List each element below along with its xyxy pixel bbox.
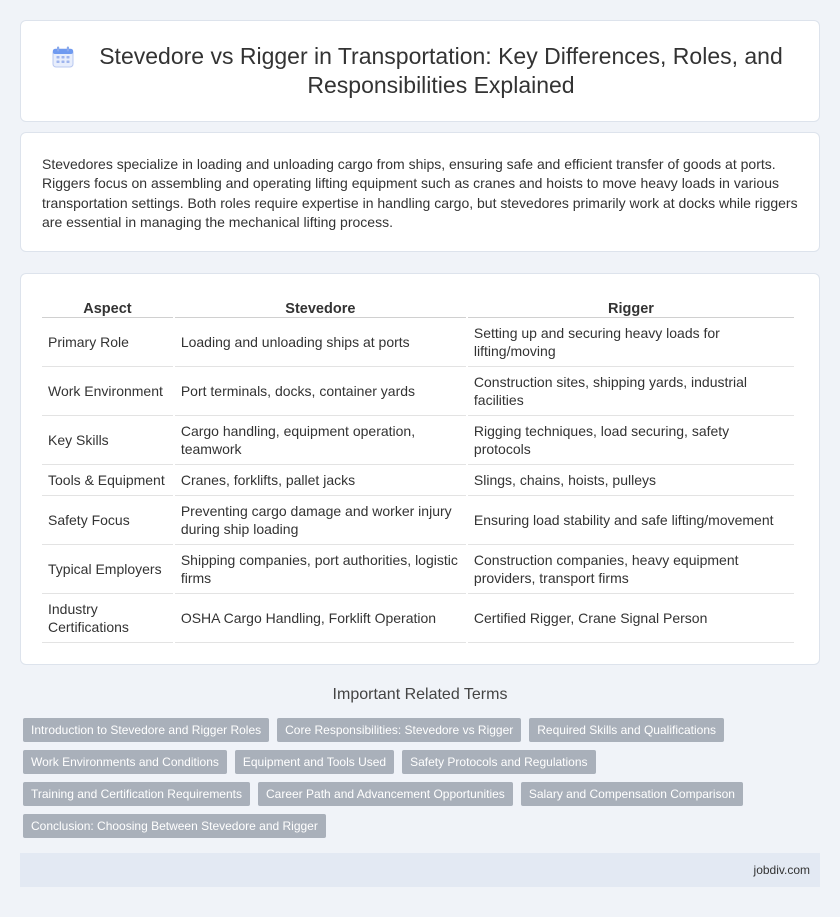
table-row — [42, 367, 794, 416]
related-term-tag[interactable]: Conclusion: Choosing Between Stevedore and Rigger — [23, 814, 326, 838]
table-row — [42, 545, 794, 594]
related-term-tag[interactable]: Required Skills and Qualifications — [529, 718, 724, 742]
comparison-table — [40, 296, 796, 643]
related-term-tag[interactable]: Career Path and Advancement Opportunities — [258, 782, 513, 806]
column-header-rigger: Rigger — [468, 296, 794, 318]
table-row — [42, 465, 794, 496]
rigger-cell: Slings, chains, hoists, pulleys — [468, 465, 794, 496]
related-term-tag[interactable]: Work Environments and Conditions — [23, 750, 227, 774]
intro-card — [20, 132, 820, 252]
column-header-aspect: Aspect — [42, 296, 173, 318]
row-aspect-cell: Work Environment — [42, 367, 173, 416]
stevedore-cell: OSHA Cargo Handling, Forklift Operation — [175, 594, 466, 643]
table-row — [42, 594, 794, 643]
table-row — [42, 496, 794, 545]
related-term-tag[interactable]: Introduction to Stevedore and Rigger Roles — [23, 718, 269, 742]
stevedore-cell: Cranes, forklifts, pallet jacks — [175, 465, 466, 496]
related-term-tag[interactable]: Safety Protocols and Regulations — [402, 750, 595, 774]
row-aspect-cell: Safety Focus — [42, 496, 173, 545]
rigger-cell: Ensuring load stability and safe lifting/movement — [468, 496, 794, 545]
related-term-tag[interactable]: Salary and Compensation Comparison — [521, 782, 743, 806]
intro-paragraph: Stevedores specialize in loading and unloading cargo from ships, ensuring safe and efficient transfer of goods at ports. Riggers focus on assembling and operating lifting equipment such as cranes and hoists to move heavy loads in various transportation settings. Both roles require expertise in handling cargo, but stevedores primarily work at docks while riggers are essential in managing the mechanical lifting process. — [42, 156, 798, 231]
related-term-tag[interactable]: Equipment and Tools Used — [235, 750, 394, 774]
stevedore-cell: Port terminals, docks, container yards — [175, 367, 466, 416]
column-header-stevedore: Stevedore — [175, 296, 466, 318]
related-terms-list — [23, 718, 803, 838]
header-card — [20, 20, 820, 122]
row-aspect-cell: Primary Role — [42, 318, 173, 367]
rigger-cell: Construction companies, heavy equipment providers, transport firms — [468, 545, 794, 594]
page-title: Stevedore vs Rigger in Transportation: Key Differences, Roles, and Responsibilities Explained — [99, 43, 783, 98]
row-aspect-cell: Typical Employers — [42, 545, 173, 594]
stevedore-cell: Shipping companies, port authorities, logistic firms — [175, 545, 466, 594]
table-row — [42, 318, 794, 367]
table-row — [42, 416, 794, 465]
calendar-icon — [51, 45, 75, 69]
footer-site-link[interactable]: jobdiv.com — [753, 863, 810, 877]
related-term-tag[interactable]: Core Responsibilities: Stevedore vs Rigger — [277, 718, 521, 742]
related-term-tag[interactable]: Training and Certification Requirements — [23, 782, 250, 806]
stevedore-cell: Cargo handling, equipment operation, teamwork — [175, 416, 466, 465]
rigger-cell: Setting up and securing heavy loads for lifting/moving — [468, 318, 794, 367]
stevedore-cell: Preventing cargo damage and worker injury during ship loading — [175, 496, 466, 545]
related-terms-title: Important Related Terms — [332, 686, 508, 703]
rigger-cell: Construction sites, shipping yards, industrial facilities — [468, 367, 794, 416]
table-header-row — [42, 296, 794, 318]
rigger-cell: Rigging techniques, load securing, safety protocols — [468, 416, 794, 465]
row-aspect-cell: Tools & Equipment — [42, 465, 173, 496]
row-aspect-cell: Key Skills — [42, 416, 173, 465]
comparison-table-card — [20, 273, 820, 665]
stevedore-cell: Loading and unloading ships at ports — [175, 318, 466, 367]
footer — [20, 853, 820, 887]
row-aspect-cell: Industry Certifications — [42, 594, 173, 643]
rigger-cell: Certified Rigger, Crane Signal Person — [468, 594, 794, 643]
